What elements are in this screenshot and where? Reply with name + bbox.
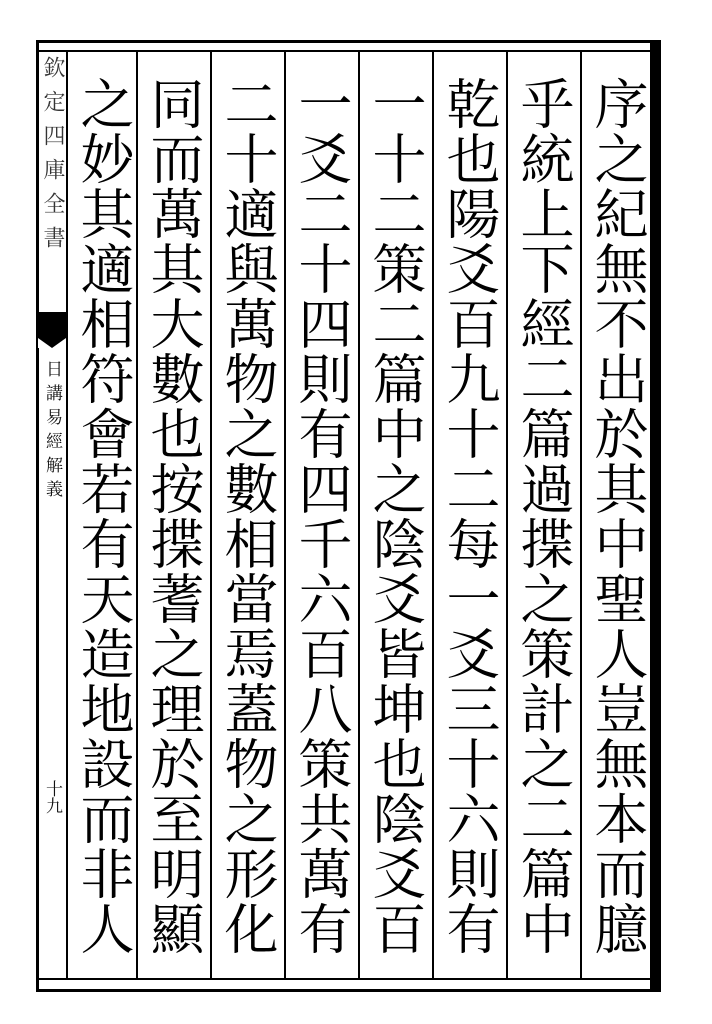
column-rule — [210, 52, 212, 978]
book-title: 日講易經解義 — [42, 360, 62, 504]
column-rule — [580, 52, 582, 978]
text-column-8: 之妙其適相符會若有天造地設而非人 — [72, 76, 135, 956]
column-rule — [284, 52, 286, 978]
page-border-right-edge — [650, 40, 661, 992]
margin-divider — [66, 52, 68, 978]
text-column-5: 一爻二十四則有四千六百八策共萬有 — [290, 76, 353, 956]
page-border-top-rule — [36, 50, 651, 52]
page-border-bottom-rule — [36, 978, 651, 980]
fish-tail-notch — [38, 338, 66, 348]
text-column-6: 二十適與萬物之數相當焉蓋物之形化 — [216, 76, 279, 956]
column-rule — [358, 52, 360, 978]
column-rule — [506, 52, 508, 978]
text-column-1: 序之紀無不出於其中聖人豈無本而臆 — [586, 76, 649, 956]
column-rule — [432, 52, 434, 978]
text-column-7: 同而萬其大數也按揲蓍之理於至明顯 — [142, 76, 205, 956]
text-column-3: 乾也陽爻百九十二每一爻三十六則有 — [438, 76, 501, 956]
collection-title: 欽定四庫全書 — [40, 56, 65, 260]
text-column-2: 乎統上下經二篇過揲之策計之二篇中 — [512, 76, 575, 956]
text-column-4: 一十二策二篇中之陰爻皆坤也陰爻百 — [364, 76, 427, 956]
column-rule — [136, 52, 138, 978]
page-number: 十九 — [42, 780, 62, 814]
